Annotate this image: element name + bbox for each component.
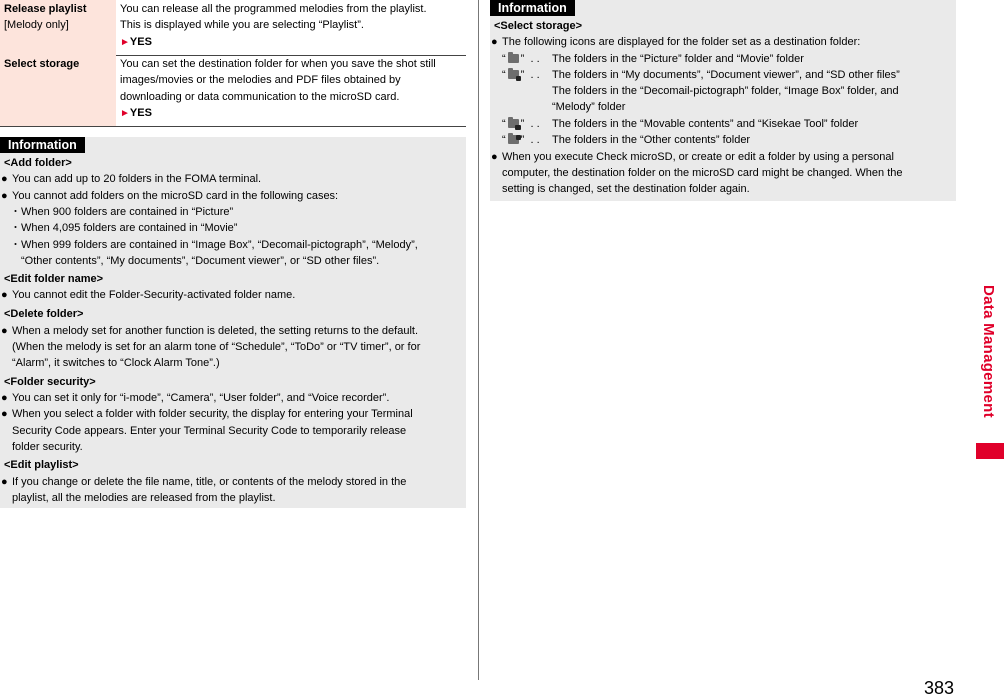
setting-desc: This is displayed while you are selecting “Playlist”.	[120, 19, 364, 32]
info-text: When 900 folders are contained in “Picture”	[21, 206, 234, 218]
information-box-right	[490, 0, 956, 201]
info-text: You cannot add folders on the microSD card in the following cases:	[12, 190, 339, 202]
sub-bullet-icon: ・	[10, 222, 21, 234]
info-text: When you execute Check microSD, or create or edit a folder by using a personal	[502, 151, 894, 163]
section-heading: <Edit playlist>	[4, 459, 79, 471]
bullet-icon: ●	[1, 392, 8, 404]
setting-desc: You can release all the programmed melodies from the playlist.	[120, 3, 427, 15]
info-text: playlist, all the melodies are released from the playlist.	[12, 492, 276, 504]
information-tab: Information	[0, 137, 85, 153]
icon-legend-row	[502, 116, 540, 132]
page-number: 383	[924, 678, 955, 698]
setting-result: YES	[129, 106, 152, 119]
section-heading: <Select storage>	[494, 20, 583, 32]
info-text: The folders in the “Decomail-pictograph” folder, “Image Box” folder, and	[552, 85, 899, 97]
quote-open: “	[502, 134, 506, 146]
icon-legend-row	[502, 132, 540, 148]
arrow-icon: ►	[120, 107, 130, 119]
icon-legend-row	[502, 67, 540, 83]
setting-name: Release playlist	[4, 3, 87, 15]
info-text: The following icons are displayed for the folder set as a destination folder:	[502, 36, 861, 48]
other-contents-folder-icon	[506, 132, 521, 146]
info-text: If you change or delete the file name, title, or contents of the melody stored in the	[12, 476, 407, 488]
setting-name-cell	[0, 55, 116, 126]
bullet-icon: ●	[1, 289, 8, 301]
info-text: “Melody” folder	[552, 101, 626, 113]
leader-dots: . .	[530, 118, 540, 130]
bullet-icon: ●	[1, 173, 8, 185]
quote-close: ”	[520, 118, 525, 130]
info-text: “Other contents”, “My documents”, “Document viewer”, or “SD other files”.	[21, 255, 380, 267]
setting-name: Select storage	[4, 58, 80, 70]
info-text: You can add up to 20 folders in the FOMA terminal.	[12, 173, 262, 185]
quote-open: “	[502, 118, 506, 130]
picture-folder-icon	[506, 51, 521, 65]
section-heading: <Delete folder>	[4, 308, 84, 320]
info-text: The folders in “My documents”, “Document viewer”, and “SD other files”	[552, 69, 900, 81]
info-text: You can set it only for “i-mode”, “Camera”, “User folder”, and “Voice recorder”.	[12, 392, 390, 404]
sub-bullet-icon: ・	[10, 206, 21, 218]
bullet-icon: ●	[491, 36, 498, 48]
bullet-icon: ●	[491, 151, 498, 163]
setting-name-cell	[0, 0, 116, 55]
table-row-select-storage	[0, 55, 466, 127]
bullet-icon: ●	[1, 476, 8, 488]
setting-sub: [Melody only]	[4, 19, 69, 32]
info-text: You cannot edit the Folder-Security-activated folder name.	[12, 289, 296, 301]
info-text: The folders in the “Other contents” folder	[552, 134, 751, 146]
setting-desc-cell	[116, 55, 466, 123]
setting-desc: images/movies or the melodies and PDF files obtained by	[120, 74, 401, 87]
info-text: setting is changed, set the destination folder again.	[502, 183, 750, 195]
setting-desc: downloading or data communication to the microSD card.	[120, 90, 400, 103]
bullet-icon: ●	[1, 408, 8, 420]
quote-close: ”	[520, 134, 525, 146]
setting-desc-cell	[116, 0, 466, 52]
section-tab-marker	[976, 443, 1004, 459]
bullet-icon: ●	[1, 325, 8, 337]
arrow-icon: ►	[120, 36, 130, 48]
leader-dots: . .	[530, 69, 540, 81]
quote-close: ”	[520, 53, 525, 65]
setting-desc: You can set the destination folder for when you save the shot still	[120, 58, 436, 70]
info-text: When you select a folder with folder security, the display for entering your Terminal	[12, 408, 413, 420]
info-text: When 999 folders are contained in “Image Box”, “Decomail-pictograph”, “Melody”,	[21, 239, 418, 251]
quote-open: “	[502, 53, 506, 65]
setting-result: YES	[129, 35, 152, 48]
section-heading: <Edit folder name>	[4, 273, 104, 285]
table-row-release-playlist	[0, 0, 466, 56]
info-text: Security Code appears. Enter your Terminal Security Code to temporarily release	[12, 425, 407, 437]
movable-contents-folder-icon	[506, 116, 521, 130]
leader-dots: . .	[530, 134, 540, 146]
bullet-icon: ●	[1, 190, 8, 202]
sub-bullet-icon: ・	[10, 239, 21, 251]
section-heading: <Folder security>	[4, 376, 96, 388]
info-text: folder security.	[12, 441, 83, 453]
column-divider	[478, 0, 479, 680]
info-text: “Alarm”, it switches to “Clock Alarm Tone”.)	[12, 357, 220, 369]
leader-dots: . .	[530, 53, 540, 65]
documents-folder-icon	[506, 67, 521, 81]
icon-legend-row	[502, 51, 540, 67]
quote-close: ”	[520, 69, 525, 81]
info-text: When 4,095 folders are contained in “Movie”	[21, 222, 238, 234]
info-text: The folders in the “Movable contents” and “Kisekae Tool” folder	[552, 118, 859, 130]
info-text: (When the melody is set for an alarm tone of “Schedule”, “ToDo” or “TV timer”, or for	[12, 341, 421, 353]
information-box-left	[0, 137, 466, 508]
info-text: computer, the destination folder on the microSD card might be changed. When the	[502, 167, 903, 179]
information-tab: Information	[490, 0, 575, 16]
section-heading: <Add folder>	[4, 157, 72, 169]
info-text: When a melody set for another function is deleted, the setting returns to the default.	[12, 325, 419, 337]
info-text: The folders in the “Picture” folder and “Movie” folder	[552, 53, 804, 65]
section-side-label: Data Management	[980, 285, 998, 418]
quote-open: “	[502, 69, 506, 81]
